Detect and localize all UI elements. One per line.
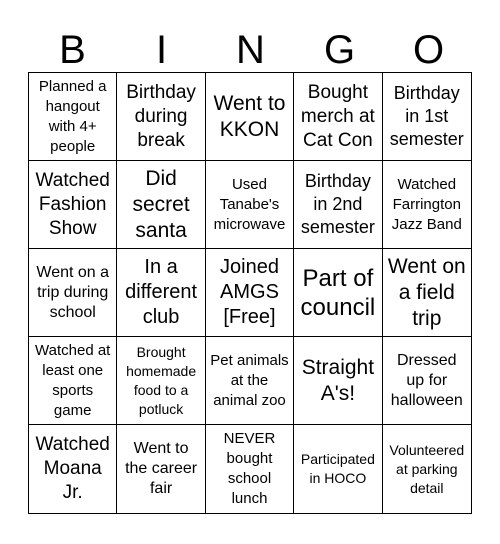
bingo-cell[interactable] bbox=[117, 249, 205, 337]
bingo-cell-text: Part of council bbox=[300, 264, 376, 321]
bingo-cell[interactable] bbox=[383, 249, 471, 337]
bingo-cell[interactable] bbox=[206, 425, 294, 513]
bingo-cell-text: Did secret santa bbox=[132, 166, 190, 242]
bingo-cell[interactable] bbox=[206, 337, 294, 425]
bingo-cell-text: Volunteered at parking detail bbox=[389, 441, 465, 496]
bingo-cell[interactable] bbox=[29, 73, 117, 161]
bingo-cell[interactable] bbox=[383, 425, 471, 513]
bingo-cell[interactable] bbox=[29, 161, 117, 249]
bingo-cell[interactable] bbox=[29, 425, 117, 513]
bingo-cell[interactable] bbox=[383, 73, 471, 161]
bingo-cell-text: Birthday during break bbox=[126, 81, 196, 151]
bingo-cell-text: Straight A's! bbox=[301, 355, 375, 405]
bingo-header bbox=[28, 28, 473, 72]
bingo-cell[interactable] bbox=[383, 337, 471, 425]
bingo-grid bbox=[28, 72, 472, 514]
bingo-cell[interactable] bbox=[206, 161, 294, 249]
bingo-cell[interactable] bbox=[29, 337, 117, 425]
bingo-cell-text: Watched Moana Jr. bbox=[35, 434, 110, 503]
bingo-cell[interactable] bbox=[206, 73, 294, 161]
bingo-cell-text: In a different club bbox=[125, 256, 198, 328]
header-letter-o: O bbox=[412, 28, 445, 72]
bingo-cell-text: Watched Farrington Jazz Band bbox=[391, 175, 462, 233]
bingo-cell[interactable] bbox=[294, 337, 382, 425]
bingo-cell[interactable] bbox=[117, 425, 205, 513]
bingo-cell-text: Birthday in 2nd semester bbox=[300, 171, 375, 237]
bingo-cell[interactable] bbox=[117, 161, 205, 249]
header-letter-b: B bbox=[59, 28, 86, 72]
bingo-cell[interactable] bbox=[294, 73, 382, 161]
bingo-cell-text: Went on a field trip bbox=[387, 254, 466, 330]
bingo-cell[interactable] bbox=[29, 249, 117, 337]
bingo-cell[interactable] bbox=[294, 249, 382, 337]
bingo-cell-text: Pet animals at the animal zoo bbox=[210, 351, 289, 409]
bingo-cell-text: Joined AMGS [Free] bbox=[220, 256, 279, 328]
bingo-cell-text: Went on a trip during school bbox=[36, 263, 110, 321]
bingo-cell-text: Birthday in 1st semester bbox=[389, 83, 464, 149]
bingo-cell-text: Went to the career fair bbox=[125, 440, 198, 497]
bingo-cell-text: Bought merch at Cat Con bbox=[300, 81, 375, 151]
header-letter-i: I bbox=[155, 28, 168, 72]
bingo-cell[interactable] bbox=[294, 425, 382, 513]
bingo-cell[interactable] bbox=[294, 161, 382, 249]
bingo-cell-text: Participated in HOCO bbox=[300, 451, 375, 486]
header-letter-g: G bbox=[323, 28, 356, 72]
bingo-cell-text: Brought homemade food to a potluck bbox=[126, 343, 197, 417]
bingo-cell-text: Went to KKON bbox=[213, 91, 286, 141]
bingo-cell-text: NEVER bought school lunch bbox=[223, 430, 276, 507]
bingo-cell[interactable] bbox=[206, 249, 294, 337]
bingo-cell-text: Used Tanabe's microwave bbox=[213, 175, 286, 233]
header-letter-n: N bbox=[236, 28, 265, 72]
bingo-cell[interactable] bbox=[117, 337, 205, 425]
bingo-cell-text: Watched at least one sports game bbox=[35, 341, 111, 419]
bingo-cell[interactable] bbox=[117, 73, 205, 161]
bingo-cell-text: Dressed up for halloween bbox=[390, 351, 463, 409]
bingo-cell[interactable] bbox=[383, 161, 471, 249]
bingo-cell-text: Planned a hangout with 4+ people bbox=[38, 77, 107, 155]
bingo-cell-text: Watched Fashion Show bbox=[35, 169, 110, 239]
